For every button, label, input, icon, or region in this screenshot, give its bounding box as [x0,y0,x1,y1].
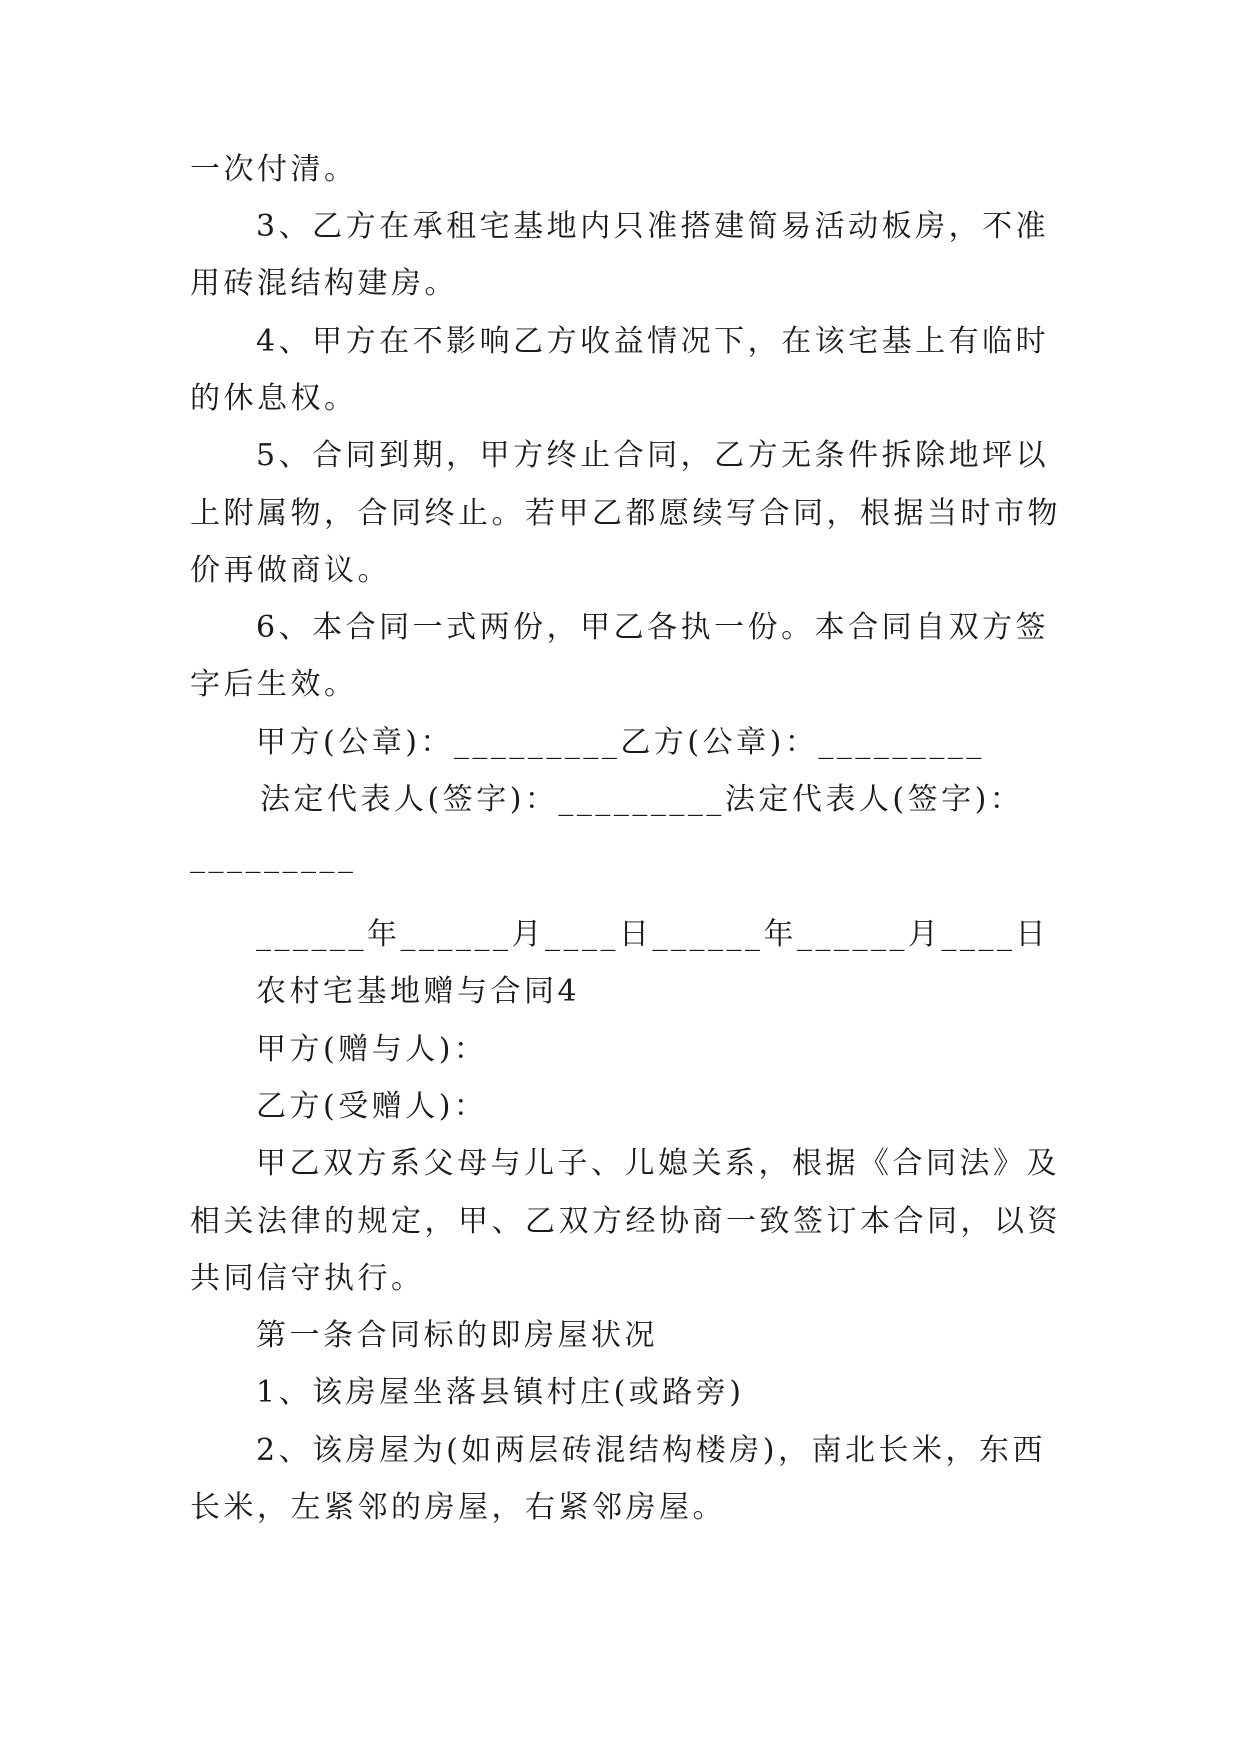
signature-line-seal: 甲方(公章)：_________乙方(公章)：_________ [256,725,985,760]
text-line: 6、本合同一式两份，甲乙各执一份。本合同自双方签 [256,610,1050,645]
text-line: 4、甲方在不影响乙方收益情况下，在该宅基上有临时 [256,324,1050,359]
text-line: 价再做商议。 [190,553,391,588]
text-line: 共同信守执行。 [190,1261,425,1296]
text-line: 3、乙方在承租宅基地内只准搭建简易活动板房，不准 [256,209,1050,244]
section-title: 农村宅基地赠与合同4 [256,974,581,1009]
text-line: 一次付清。 [190,152,358,187]
text-line: 甲乙双方系父母与儿子、儿媳关系，根据《合同法》及 [256,1146,1060,1181]
text-line: 用砖混结构建房。 [190,266,458,301]
text-line: 长米，左紧邻的房屋，右紧邻房屋。 [190,1490,726,1525]
article-heading: 第一条合同标的即房屋状况 [256,1318,658,1353]
text-line: 的休息权。 [190,381,358,416]
signature-blank: _________ [190,839,357,874]
party-b-line: 乙方(受赠人)： [256,1089,488,1124]
text-line: 字后生效。 [190,667,358,702]
text-line: 相关法律的规定，甲、乙双方经协商一致签订本合同，以资 [190,1204,1061,1239]
text-line: 2、该房屋为(如两层砖混结构楼房)，南北长米，东西 [256,1433,1046,1468]
party-a-line: 甲方(赠与人)： [256,1032,488,1067]
text-line: 5、合同到期，甲方终止合同，乙方无条件拆除地坪以 [256,438,1050,473]
text-line: 1、该房屋坐落县镇村庄(或路旁) [256,1375,745,1410]
signature-line-representative: 法定代表人(签字)：_________法定代表人(签字)： [260,782,1024,817]
text-line: 上附属物，合同终止。若甲乙都愿续写合同，根据当时市物 [190,496,1061,531]
date-line: ______年______月____日______年______月____日 [256,917,1049,952]
